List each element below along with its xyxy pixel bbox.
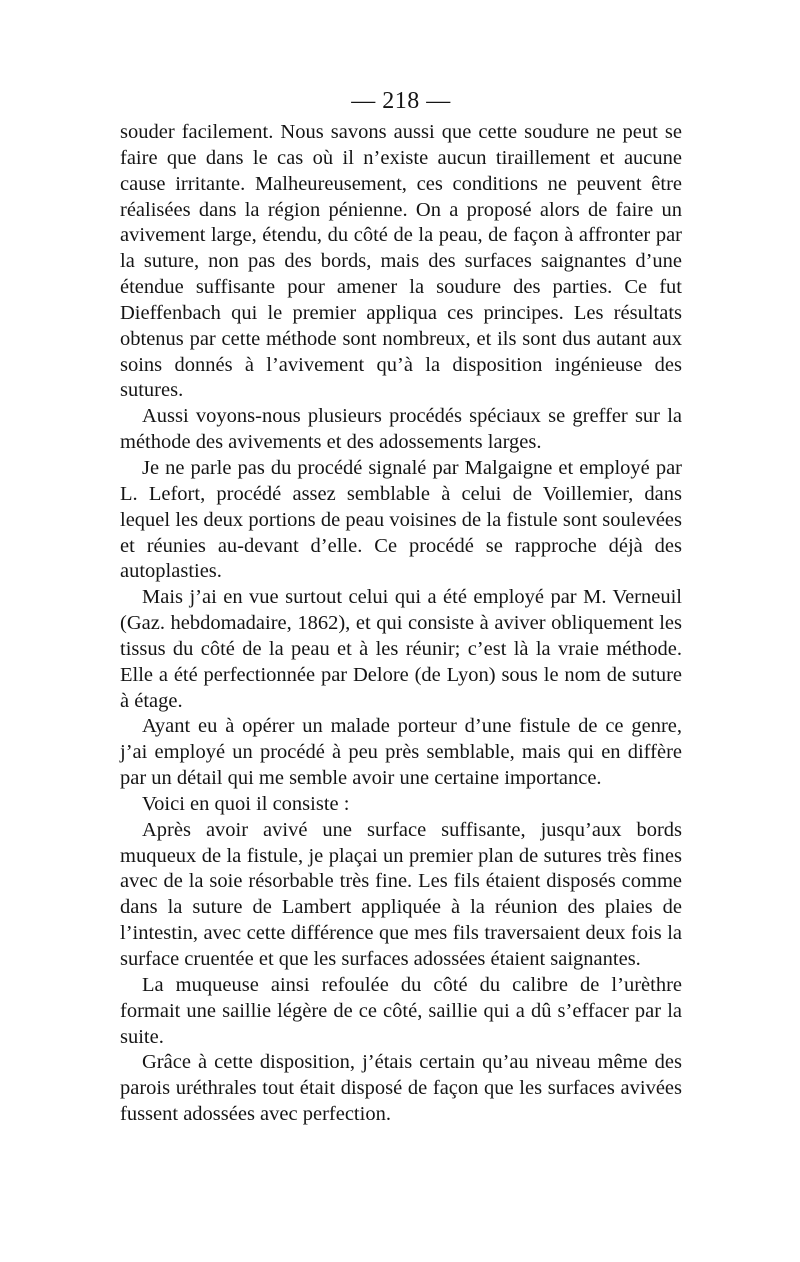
paragraph-5: Ayant eu à opérer un malade porteur d’une fistule de ce genre, j’ai employé un procédé à peu près semblable, mais qui en diffère par un détail qui me semble avoir une certaine importance. <box>120 715 682 790</box>
paragraph-4: Mais j’ai en vue surtout celui qui a été employé par M. Verneuil (Gaz. hebdomadaire, 1862), et qui consiste à aviver obliquement les tissus du côté de la peau et à les réunir; c’est là la vraie méthode. Elle a été perfectionnée par Delore (de Lyon) sous le nom de suture à étage. <box>120 586 682 712</box>
paragraph-3: Je ne parle pas du procédé signalé par Malgaigne et employé par L. Lefort, procédé assez semblable à celui de Voillemier, dans lequel les deux portions de peau voisines de la fistule sont soulevées et réunies au-devant d’elle. Ce procédé se rapproche déjà des autoplasties. <box>120 456 682 583</box>
paragraph-8: La muqueuse ainsi refoulée du côté du calibre de l’urèthre formait une saillie légère de ce côté, saillie qui a dû s’effacer par la suite. <box>120 973 682 1048</box>
paragraph-1: souder facilement. Nous savons aussi que cette soudure ne peut se faire que dans le cas où il n’existe aucun tiraillement et aucune cause irritante. Malheureusement, ces conditions ne peuvent être réalisées dans la région pénienne. On a proposé alors de faire un avivement large, étendu, du côté de la peau, de façon à affronter par la suture, non pas des bords, mais des surfaces saignantes d’une étendue suffisante pour amener la soudure des parties. Ce fut Dieffenbach qui le premier appliqua ces principes. Les résultats obtenus par cette méthode sont nombreux, et ils sont dus autant aux soins donnés à l’avivement qu’à la disposition ingénieuse des sutures. <box>120 121 682 402</box>
paragraph-9: Grâce à cette disposition, j’étais certain qu’au niveau même des parois uréthrales tout était disposé de façon que les surfaces avivées fussent adossées avec perfection. <box>120 1051 682 1126</box>
paragraph-6: Voici en quoi il consiste : <box>142 792 350 815</box>
book-page <box>120 86 682 1128</box>
page-number: — 218 — <box>351 88 451 114</box>
paragraph-7: Après avoir avivé une surface suffisante, jusqu’aux bords muqueux de la fistule, je plaçai un premier plan de sutures très fines avec de la soie résorbable très fine. Les fils étaient disposés comme dans la suture de Lambert appliquée à la réunion des plaies de l’intestin, avec cette différence que mes fils traversaient deux fois la surface cruentée et que les surfaces adossées étaient saignantes. <box>120 818 682 970</box>
body-text <box>120 120 682 1128</box>
paragraph-2: Aussi voyons-nous plusieurs procédés spéciaux se greffer sur la méthode des avivements et des adossements larges. <box>120 405 682 454</box>
